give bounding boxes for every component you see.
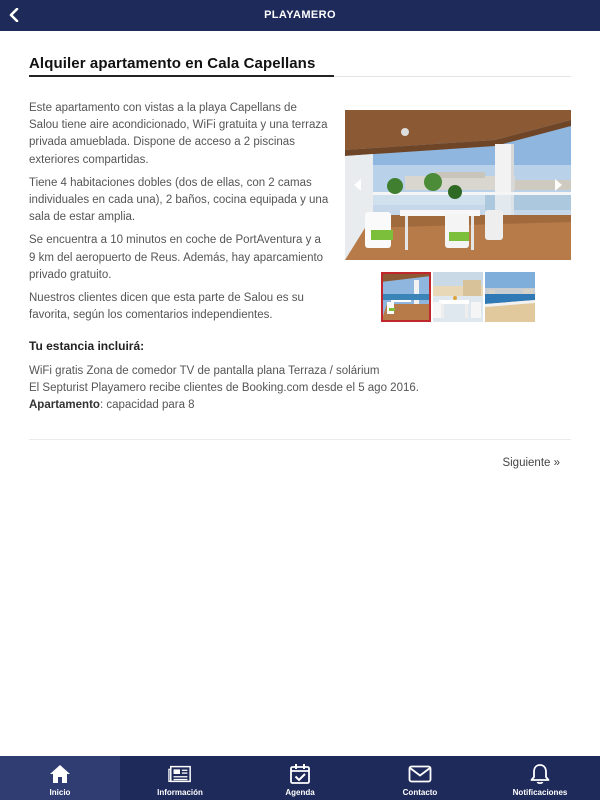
bottom-nav [0,756,600,800]
envelope-icon [408,765,432,783]
caret-right-icon [554,178,564,192]
gallery-thumbnail[interactable] [433,272,483,322]
gallery-thumbnails [381,272,536,322]
description-paragraph: Nuestros clientes dicen que esta parte de Salou es su favorita, según los comentarios independientes. [29,292,304,322]
nav-item-agenda[interactable] [240,756,360,800]
terrace-photo [345,110,571,260]
gallery-prev-button[interactable] [350,174,364,196]
next-link[interactable]: Siguiente » [502,457,560,469]
nav-label: Inicio [49,788,71,797]
page-title: Alquiler apartamento en Cala Capellans [29,55,316,72]
thumbnail-terrace-photo [381,272,431,322]
description-paragraph: Se encuentra a 10 minutos en coche de PortAventura y a 9 km del aeropuerto de Reus. Además, hay aparcamiento privado gratuito. [29,234,324,281]
includes-list [29,363,574,414]
nav-label: Agenda [285,788,315,797]
thumbnail-beach-photo [485,272,535,322]
capacity-label: Apartamento [29,399,100,411]
caret-left-icon [352,178,362,192]
amenities-line: WiFi gratis Zona de comedor TV de pantalla plana Terraza / solárium [29,365,380,377]
gallery-main-image[interactable] [345,110,571,260]
includes-heading: Tu estancia incluirá: [29,339,145,353]
content-divider [29,439,571,440]
app-title: PLAYAMERO [264,9,336,21]
thumbnail-dining-photo [433,272,483,322]
nav-item-inicio[interactable] [0,756,120,800]
title-underline [29,75,334,77]
gallery-next-button[interactable] [552,174,566,196]
nav-label: Contacto [402,788,438,797]
gallery-thumbnail[interactable] [485,272,535,322]
description-paragraph: Tiene 4 habitaciones dobles (dos de ellas, con 2 camas individuales en cada una), 2 baños, cocina equipada y una sala de estar amplia. [29,176,329,224]
newspaper-icon [168,764,192,784]
home-icon [49,764,71,784]
nav-label: Notificaciones [512,788,568,797]
description [29,100,329,330]
nav-item-contacto[interactable] [360,756,480,800]
nav-item-informacion[interactable] [120,756,240,800]
bell-icon [529,763,551,785]
booking-info-line: El Septurist Playamero recibe clientes de Booking.com desde el 5 ago 2016. [29,382,419,394]
description-paragraph: Este apartamento con vistas a la playa Capellans de Salou tiene aire acondicionado, WiFi gratuita y una terraza privada amueblada. Dispone de acceso a 2 piscinas exteriores compartidas. [29,102,328,166]
calendar-check-icon [289,763,311,785]
title-divider [334,76,571,77]
nav-label: Información [157,788,203,797]
top-bar [0,0,600,31]
gallery-thumbnail[interactable] [381,272,431,322]
capacity-line [29,397,574,414]
nav-item-notificaciones[interactable] [480,756,600,800]
capacity-value: : capacidad para 8 [99,399,195,411]
